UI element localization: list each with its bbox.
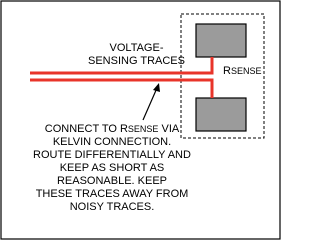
voltage-sensing-traces-label — [88, 42, 185, 68]
sense-trace-bottom — [30, 80, 212, 98]
pad-top — [196, 24, 246, 57]
instr-line1-post: VIA — [158, 123, 180, 135]
instr-line1 — [12, 123, 212, 136]
instr-line3: ROUTE DIFFERENTIALLY AND — [33, 149, 191, 161]
instr-line1-sense: SENSE — [127, 124, 159, 134]
traces-label-line2: SENSING TRACES — [88, 55, 185, 67]
instr-line2: KELVIN CONNECTION. — [52, 136, 172, 148]
pointer-arrow-shaft — [143, 88, 157, 120]
pointer-arrow-head — [153, 83, 160, 92]
connection-instructions — [12, 123, 212, 214]
rsense-label-r: R — [223, 65, 231, 77]
instr-line6: THESE TRACES AWAY FROM — [35, 188, 189, 200]
instr-line1-pre: CONNECT TO R — [44, 123, 128, 135]
instr-line4: KEEP AS SHORT AS — [59, 162, 165, 174]
rsense-label — [223, 65, 261, 78]
rsense-label-sense: SENSE — [230, 66, 262, 76]
traces-label-line1: VOLTAGE- — [109, 42, 164, 54]
instr-line5: REASONABLE. KEEP — [56, 175, 168, 187]
instr-line7: NOISY TRACES. — [69, 201, 155, 213]
